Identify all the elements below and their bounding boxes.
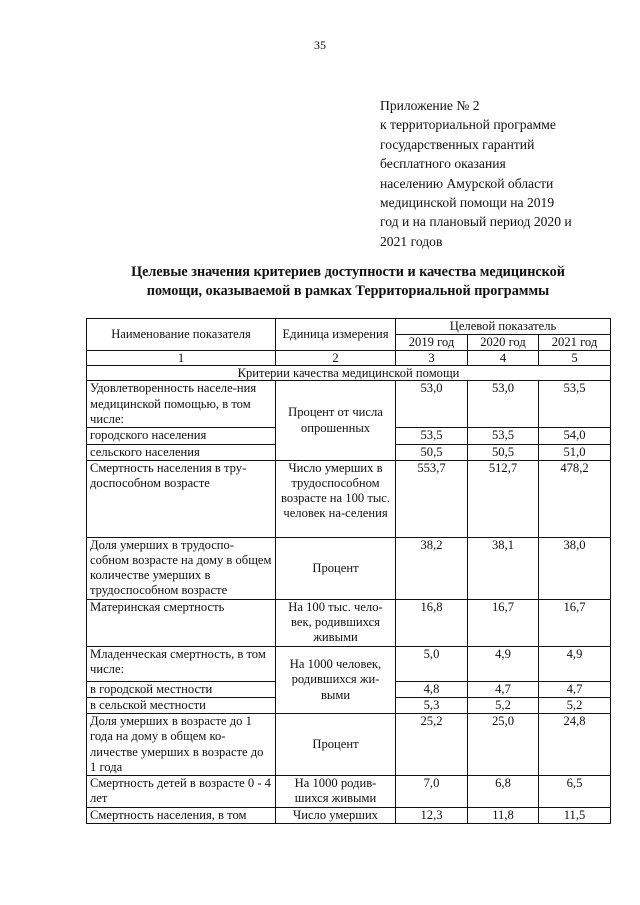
header-year: 2021 год (539, 335, 611, 351)
appendix-line: медицинской помощи на 2019 (380, 195, 555, 211)
header-target: Целевой показатель (396, 319, 611, 335)
appendix-line: Приложение № 2 (380, 98, 480, 113)
value-2020: 11,8 (468, 808, 539, 824)
value-2019: 4,8 (396, 681, 468, 697)
indicator-unit: Число умерших (276, 808, 396, 824)
column-number: 1 (87, 351, 276, 366)
value-2021: 24,8 (539, 714, 611, 776)
value-2019: 16,8 (396, 599, 468, 646)
indicator-name: в городской местности (87, 681, 276, 697)
appendix-line: год и на плановый период 2020 и (380, 214, 572, 230)
column-number: 5 (539, 351, 611, 366)
value-2021: 6,5 (539, 776, 611, 808)
value-2019: 12,3 (396, 808, 468, 824)
header-unit: Единица измерения (276, 319, 396, 351)
value-2019: 5,3 (396, 698, 468, 714)
value-2020: 512,7 (468, 460, 539, 537)
value-2021: 16,7 (539, 599, 611, 646)
table-row (87, 714, 611, 776)
value-2021: 4,7 (539, 681, 611, 697)
indicator-name: Материнская смертность (87, 599, 276, 646)
value-2021: 38,0 (539, 537, 611, 599)
indicator-unit: На 1000 родив-шихся живыми (276, 776, 396, 808)
indicator-unit: Число умерших в трудоспособном возрасте на 100 тыс. человек на-селения (276, 460, 396, 537)
table-row (87, 646, 611, 681)
indicator-name: Смертность детей в возрасте 0 - 4 лет (87, 776, 276, 808)
indicator-unit: Процент (276, 714, 396, 776)
value-2019: 50,5 (396, 444, 468, 460)
page-number: 35 (314, 38, 326, 52)
appendix-line: бесплатного оказания (380, 156, 506, 172)
criteria-table (86, 318, 611, 824)
value-2020: 38,1 (468, 537, 539, 599)
value-2020: 53,0 (468, 381, 539, 428)
appendix-line: государственных гарантий (380, 136, 535, 152)
column-number: 3 (396, 351, 468, 366)
indicator-unit: Процент (276, 537, 396, 599)
value-2021: 53,5 (539, 381, 611, 428)
value-2020: 4,7 (468, 681, 539, 697)
column-number-row (87, 351, 611, 366)
document-title (88, 263, 608, 301)
table-row (87, 776, 611, 808)
value-2019: 53,5 (396, 428, 468, 444)
value-2020: 6,8 (468, 776, 539, 808)
value-2020: 5,2 (468, 698, 539, 714)
indicator-name: Доля умерших в трудоспо-собном возрасте на дому в общем количестве умерших в трудоспособном возрасте (87, 537, 276, 599)
header-year: 2020 год (468, 335, 539, 351)
indicator-unit: На 1000 человек, родившихся жи-выми (276, 646, 396, 713)
indicator-name: сельского населения (87, 444, 276, 460)
header-name: Наименование показателя (87, 319, 276, 351)
value-2020: 53,5 (468, 428, 539, 444)
value-2019: 5,0 (396, 646, 468, 681)
table-row (87, 808, 611, 824)
section-title: Критерии качества медицинской помощи (87, 366, 611, 381)
indicator-name: в сельской местности (87, 698, 276, 714)
indicator-name: Доля умерших в возрасте до 1 года на дому в общем ко-личестве умерших в возрасте до 1 года (87, 714, 276, 776)
value-2019: 7,0 (396, 776, 468, 808)
value-2021: 54,0 (539, 428, 611, 444)
title-line: помощи, оказываемой в рамках Территориальной программы (146, 283, 550, 299)
indicator-name: Удовлетворенность населе-ния медицинской помощью, в том числе: (87, 381, 276, 428)
value-2019: 25,2 (396, 714, 468, 776)
indicator-unit: На 100 тыс. чело-век, родившихся живыми (276, 599, 396, 646)
table-row (87, 381, 611, 428)
indicator-name: городского населения (87, 428, 276, 444)
appendix-line: населению Амурской области (380, 175, 554, 191)
appendix-line: 2021 годов (380, 233, 443, 249)
section-row (87, 366, 611, 381)
indicator-unit: Процент от числа опрошенных (276, 381, 396, 460)
value-2020: 25,0 (468, 714, 539, 776)
indicator-name: Младенческая смертность, в том числе: (87, 646, 276, 681)
value-2019: 53,0 (396, 381, 468, 428)
table-row (87, 537, 611, 599)
value-2020: 50,5 (468, 444, 539, 460)
title-line: Целевые значения критериев доступности и качества медицинской (131, 264, 565, 280)
column-number: 4 (468, 351, 539, 366)
header-row (87, 319, 611, 335)
value-2019: 38,2 (396, 537, 468, 599)
value-2021: 4,9 (539, 646, 611, 681)
value-2021: 5,2 (539, 698, 611, 714)
appendix-note (380, 96, 620, 251)
value-2021: 11,5 (539, 808, 611, 824)
table-row (87, 460, 611, 537)
value-2019: 553,7 (396, 460, 468, 537)
indicator-name: Смертность населения в тру-доспособном возрасте (87, 460, 276, 537)
value-2021: 478,2 (539, 460, 611, 537)
value-2021: 51,0 (539, 444, 611, 460)
column-number: 2 (276, 351, 396, 366)
table-row (87, 599, 611, 646)
header-year: 2019 год (396, 335, 468, 351)
appendix-line: к территориальной программе (380, 117, 556, 133)
value-2020: 4,9 (468, 646, 539, 681)
indicator-name: Смертность населения, в том (87, 808, 276, 824)
value-2020: 16,7 (468, 599, 539, 646)
